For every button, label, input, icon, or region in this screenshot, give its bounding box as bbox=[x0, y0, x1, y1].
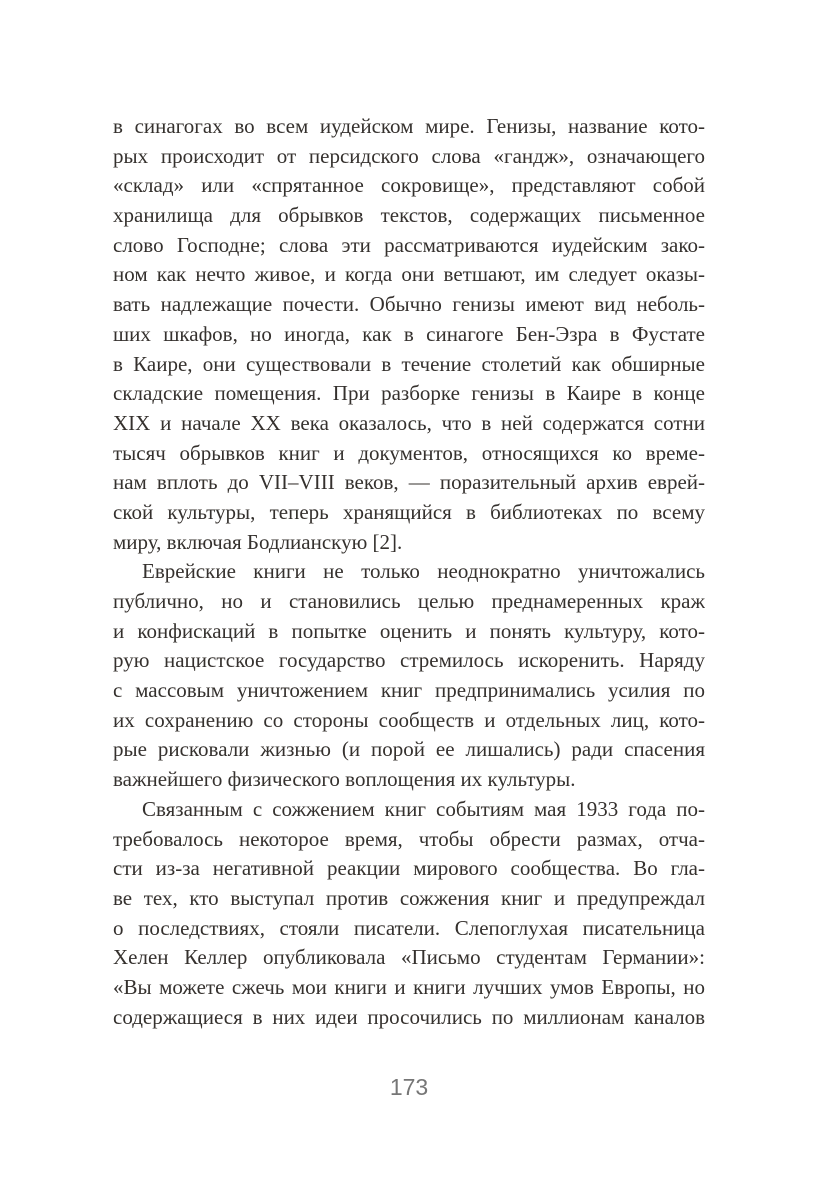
text-line: в синагогах во всем иудейском мире. Генизы, название кото- bbox=[113, 114, 705, 138]
text-line: ших шкафов, но иногда, как в синагоге Бен-Эзра в Фустате bbox=[113, 321, 705, 346]
text-line: ном как нечто живое, и когда они ветшают, им следует оказы- bbox=[113, 262, 705, 287]
text-line: о последствиях, стояли писатели. Слепоглухая писательница bbox=[113, 915, 705, 940]
page-number: 173 bbox=[389, 1074, 429, 1100]
text-line: вать надлежащие почести. Обычно генизы имеют вид неболь- bbox=[113, 292, 705, 317]
text-line: рую нацистское государство стремилось искоренить. Наряду bbox=[113, 648, 705, 673]
text-line: важнейшего физического воплощения их культуры. bbox=[113, 767, 576, 792]
text-line: Еврейские книги не только неоднократно уничтожались bbox=[142, 559, 705, 584]
text-line: в Каире, они существовали в течение столетий как обширные bbox=[113, 351, 705, 376]
text-line: требовалось некоторое время, чтобы обрести размах, отча- bbox=[113, 826, 705, 851]
text-line: «склад» или «спрятанное сокровище», представляют собой bbox=[113, 173, 705, 198]
text-line: ской культуры, теперь хранящийся в библиотеках по всему bbox=[113, 499, 705, 524]
page-body-text bbox=[113, 112, 705, 1032]
text-line: тысяч обрывков книг и документов, относящихся ко време- bbox=[113, 440, 705, 465]
text-line: XIX и начале XX века оказалось, что в ней содержатся сотни bbox=[113, 410, 705, 435]
text-line: нам вплоть до VII–VIII веков, — поразительный архив еврей- bbox=[113, 470, 705, 495]
text-line: рых происходит от персидского слова «гандж», означающего bbox=[113, 143, 705, 168]
text-line: ве тех, кто выступал против сожжения книг и предупреждал bbox=[113, 885, 705, 910]
text-line: складские помещения. При разборке генизы в Каире в конце bbox=[113, 381, 705, 406]
text-line: и конфискаций в попытке оценить и понять культуру, кото- bbox=[113, 618, 705, 643]
text-line: с массовым уничтожением книг предпринимались усилия по bbox=[113, 678, 705, 703]
text-line: публично, но и становились целью преднамеренных краж bbox=[113, 589, 705, 613]
text-line: «Вы можете сжечь мои книги и книги лучших умов Европы, но bbox=[113, 974, 705, 999]
text-line: рые рисковали жизнью (и порой ее лишались) ради спасения bbox=[113, 737, 705, 762]
text-line: их сохранению со стороны сообществ и отдельных лиц, кото- bbox=[113, 707, 705, 732]
text-line: сти из-за негативной реакции мирового сообщества. Во гла- bbox=[113, 856, 705, 881]
text-line: Хелен Келлер опубликовала «Письмо студентам Германии»: bbox=[113, 945, 705, 970]
text-line: слово Господне; слова эти рассматриваются иудейским зако- bbox=[113, 232, 705, 257]
text-line: Связанным с сожжением книг событиям мая 1933 года по- bbox=[142, 796, 705, 821]
text-line: хранилища для обрывков текстов, содержащих письменное bbox=[113, 203, 705, 228]
text-line: содержащиеся в них идеи просочились по миллионам каналов bbox=[113, 1004, 705, 1029]
text-line: миру, включая Бодлианскую [2]. bbox=[113, 529, 403, 554]
